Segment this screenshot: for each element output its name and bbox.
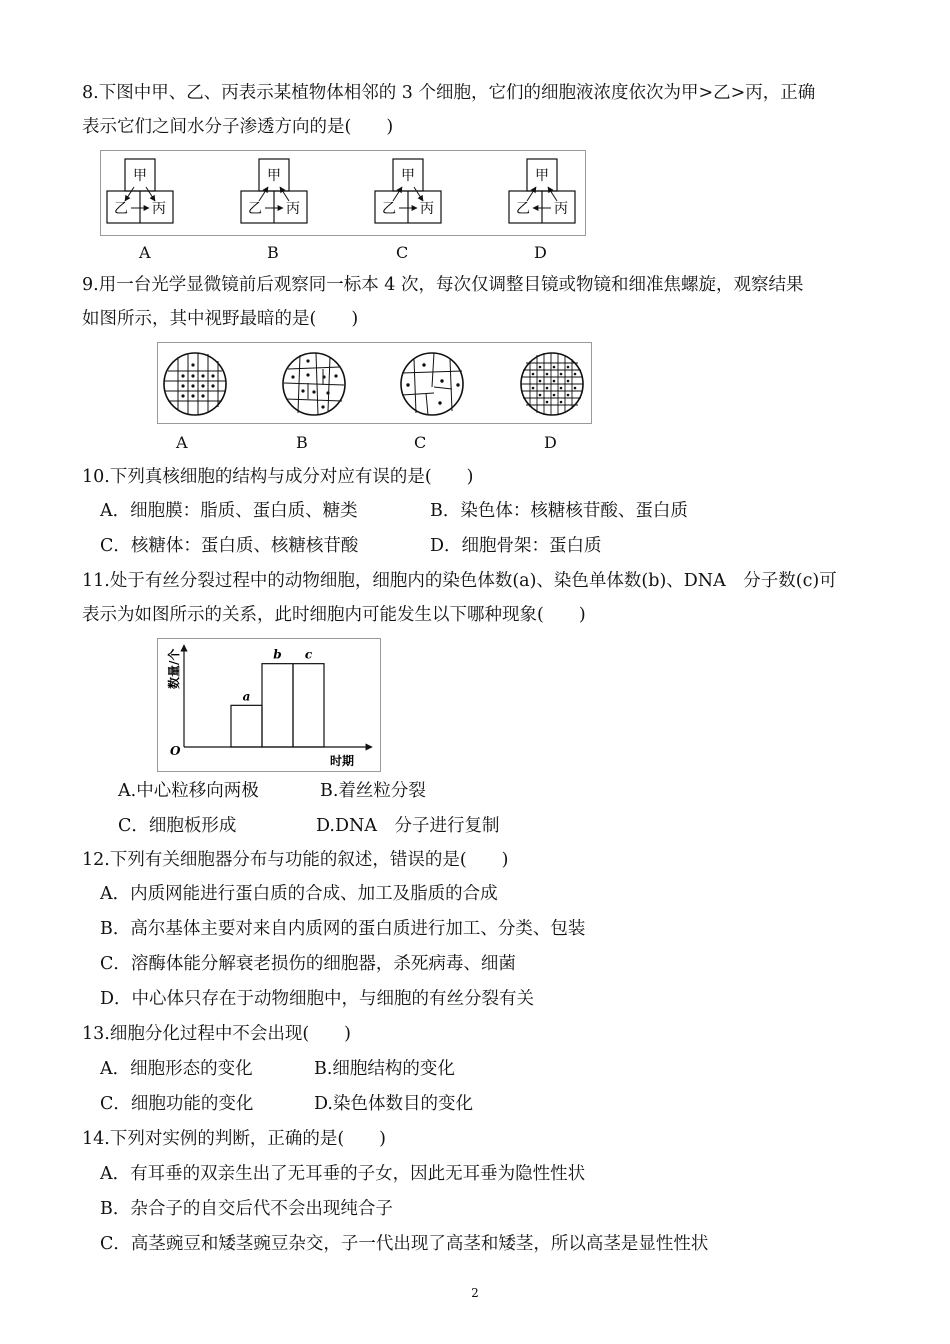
q11-option-c: C．细胞板形成: [118, 816, 237, 836]
q8-diagram-c: [375, 159, 441, 223]
q13-option-d: D.染色体数目的变化: [314, 1094, 473, 1114]
q8-c-cell-bing: 丙: [420, 201, 434, 217]
q11-option-a: A.中心粒移向两极: [118, 781, 259, 801]
q8-option-a-label: A: [139, 243, 151, 262]
q11-option-b: B.着丝粒分裂: [320, 781, 426, 801]
q9-view-c: [401, 353, 463, 415]
q12-stem: 12.下列有关细胞器分布与功能的叙述，错误的是( ): [82, 850, 509, 870]
q11-chart: [157, 638, 381, 772]
q11-stem-line1: 11.处于有丝分裂过程中的动物细胞，细胞内的染色体数(a)、染色单体数(b)、DNA 分子数(c)可: [82, 571, 837, 591]
q9-view-a: [164, 353, 226, 415]
q8-a-cell-bing: 丙: [152, 201, 166, 217]
q8-a-cell-jia: 甲: [133, 168, 147, 184]
q8-stem-line2: 表示它们之间水分子渗透方向的是( ): [82, 117, 394, 137]
q8-d-cell-yi: 乙: [516, 201, 530, 217]
page-number: 2: [471, 1286, 479, 1300]
q11-option-d: D.DNA 分子进行复制: [316, 816, 500, 836]
q10-option-c: C．核糖体：蛋白质、核糖核苷酸: [100, 536, 359, 556]
q8-option-d-label: D: [534, 243, 547, 262]
q8-a-cell-yi: 乙: [114, 201, 128, 217]
q10-option-d: D．细胞骨架：蛋白质: [430, 536, 602, 556]
origin-label: O: [170, 744, 181, 758]
bar-label-c: c: [304, 647, 313, 662]
y-axis-label: 数量/个: [167, 648, 181, 689]
bar-a: [231, 705, 262, 747]
q8-stem-line1: 8.下图中甲、乙、丙表示某植物体相邻的 3 个细胞，它们的细胞液浓度依次为甲>乙>丙，正确: [82, 83, 816, 103]
q8-d-cell-bing: 丙: [554, 201, 568, 217]
q9-stem-line2: 如图所示，其中视野最暗的是( ): [82, 309, 359, 329]
q8-b-cell-bing: 丙: [286, 201, 300, 217]
q14-option-a: A．有耳垂的双亲生出了无耳垂的子女，因此无耳垂为隐性性状: [100, 1164, 586, 1184]
q13-stem: 13.细胞分化过程中不会出现( ): [82, 1024, 351, 1044]
q13-option-a: A．细胞形态的变化: [100, 1059, 253, 1079]
q12-option-d: D．中心体只存在于动物细胞中，与细胞的有丝分裂有关: [100, 989, 535, 1009]
x-axis-label: 时期: [330, 754, 355, 768]
q14-option-b: B．杂合子的自交后代不会出现纯合子: [100, 1199, 393, 1219]
q14-option-c: C．高茎豌豆和矮茎豌豆杂交，子一代出现了高茎和矮茎，所以高茎是显性性状: [100, 1234, 709, 1254]
q10-option-a: A．细胞膜：脂质、蛋白质、糖类: [100, 501, 358, 521]
q13-option-b: B.细胞结构的变化: [314, 1059, 455, 1079]
q9-figure: [157, 342, 592, 424]
q8-b-cell-jia: 甲: [267, 168, 281, 184]
q9-view-d: [521, 353, 583, 415]
q14-stem: 14.下列对实例的判断，正确的是( ): [82, 1129, 386, 1149]
bar-b: [262, 664, 293, 747]
q8-figure: [100, 150, 586, 236]
q8-c-cell-jia: 甲: [401, 168, 415, 184]
q12-option-b: B．高尔基体主要对来自内质网的蛋白质进行加工、分类、包装: [100, 919, 586, 939]
q8-option-b-label: B: [267, 243, 279, 262]
q9-stem-line1: 9.用一台光学显微镜前后观察同一标本 4 次，每次仅调整目镜或物镜和细准焦螺旋，观察结果: [82, 275, 804, 295]
q12-option-c: C．溶酶体能分解衰老损伤的细胞器，杀死病毒、细菌: [100, 954, 516, 974]
q9-option-a-label: A: [176, 433, 188, 452]
q13-option-c: C．细胞功能的变化: [100, 1094, 254, 1114]
bar-c: [293, 664, 324, 747]
q9-view-b: [283, 353, 345, 415]
q9-option-d-label: D: [544, 433, 557, 452]
q8-b-cell-yi: 乙: [248, 201, 262, 217]
q8-diagram-a: [107, 159, 173, 223]
bar-label-a: a: [242, 689, 251, 704]
q8-diagram-b: [241, 159, 307, 223]
q9-option-c-label: C: [414, 433, 427, 452]
q8-diagram-d: [509, 159, 575, 223]
q8-option-c-label: C: [396, 243, 409, 262]
q8-c-cell-yi: 乙: [382, 201, 396, 217]
q12-option-a: A．内质网能进行蛋白质的合成、加工及脂质的合成: [100, 884, 498, 904]
q10-option-b: B．染色体：核糖核苷酸、蛋白质: [430, 501, 688, 521]
bar-label-b: b: [273, 647, 282, 662]
q10-stem: 10.下列真核细胞的结构与成分对应有误的是( ): [82, 467, 474, 487]
q11-stem-line2: 表示为如图所示的关系，此时细胞内可能发生以下哪种现象( ): [82, 605, 586, 625]
q9-option-b-label: B: [296, 433, 308, 452]
q8-d-cell-jia: 甲: [535, 168, 549, 184]
